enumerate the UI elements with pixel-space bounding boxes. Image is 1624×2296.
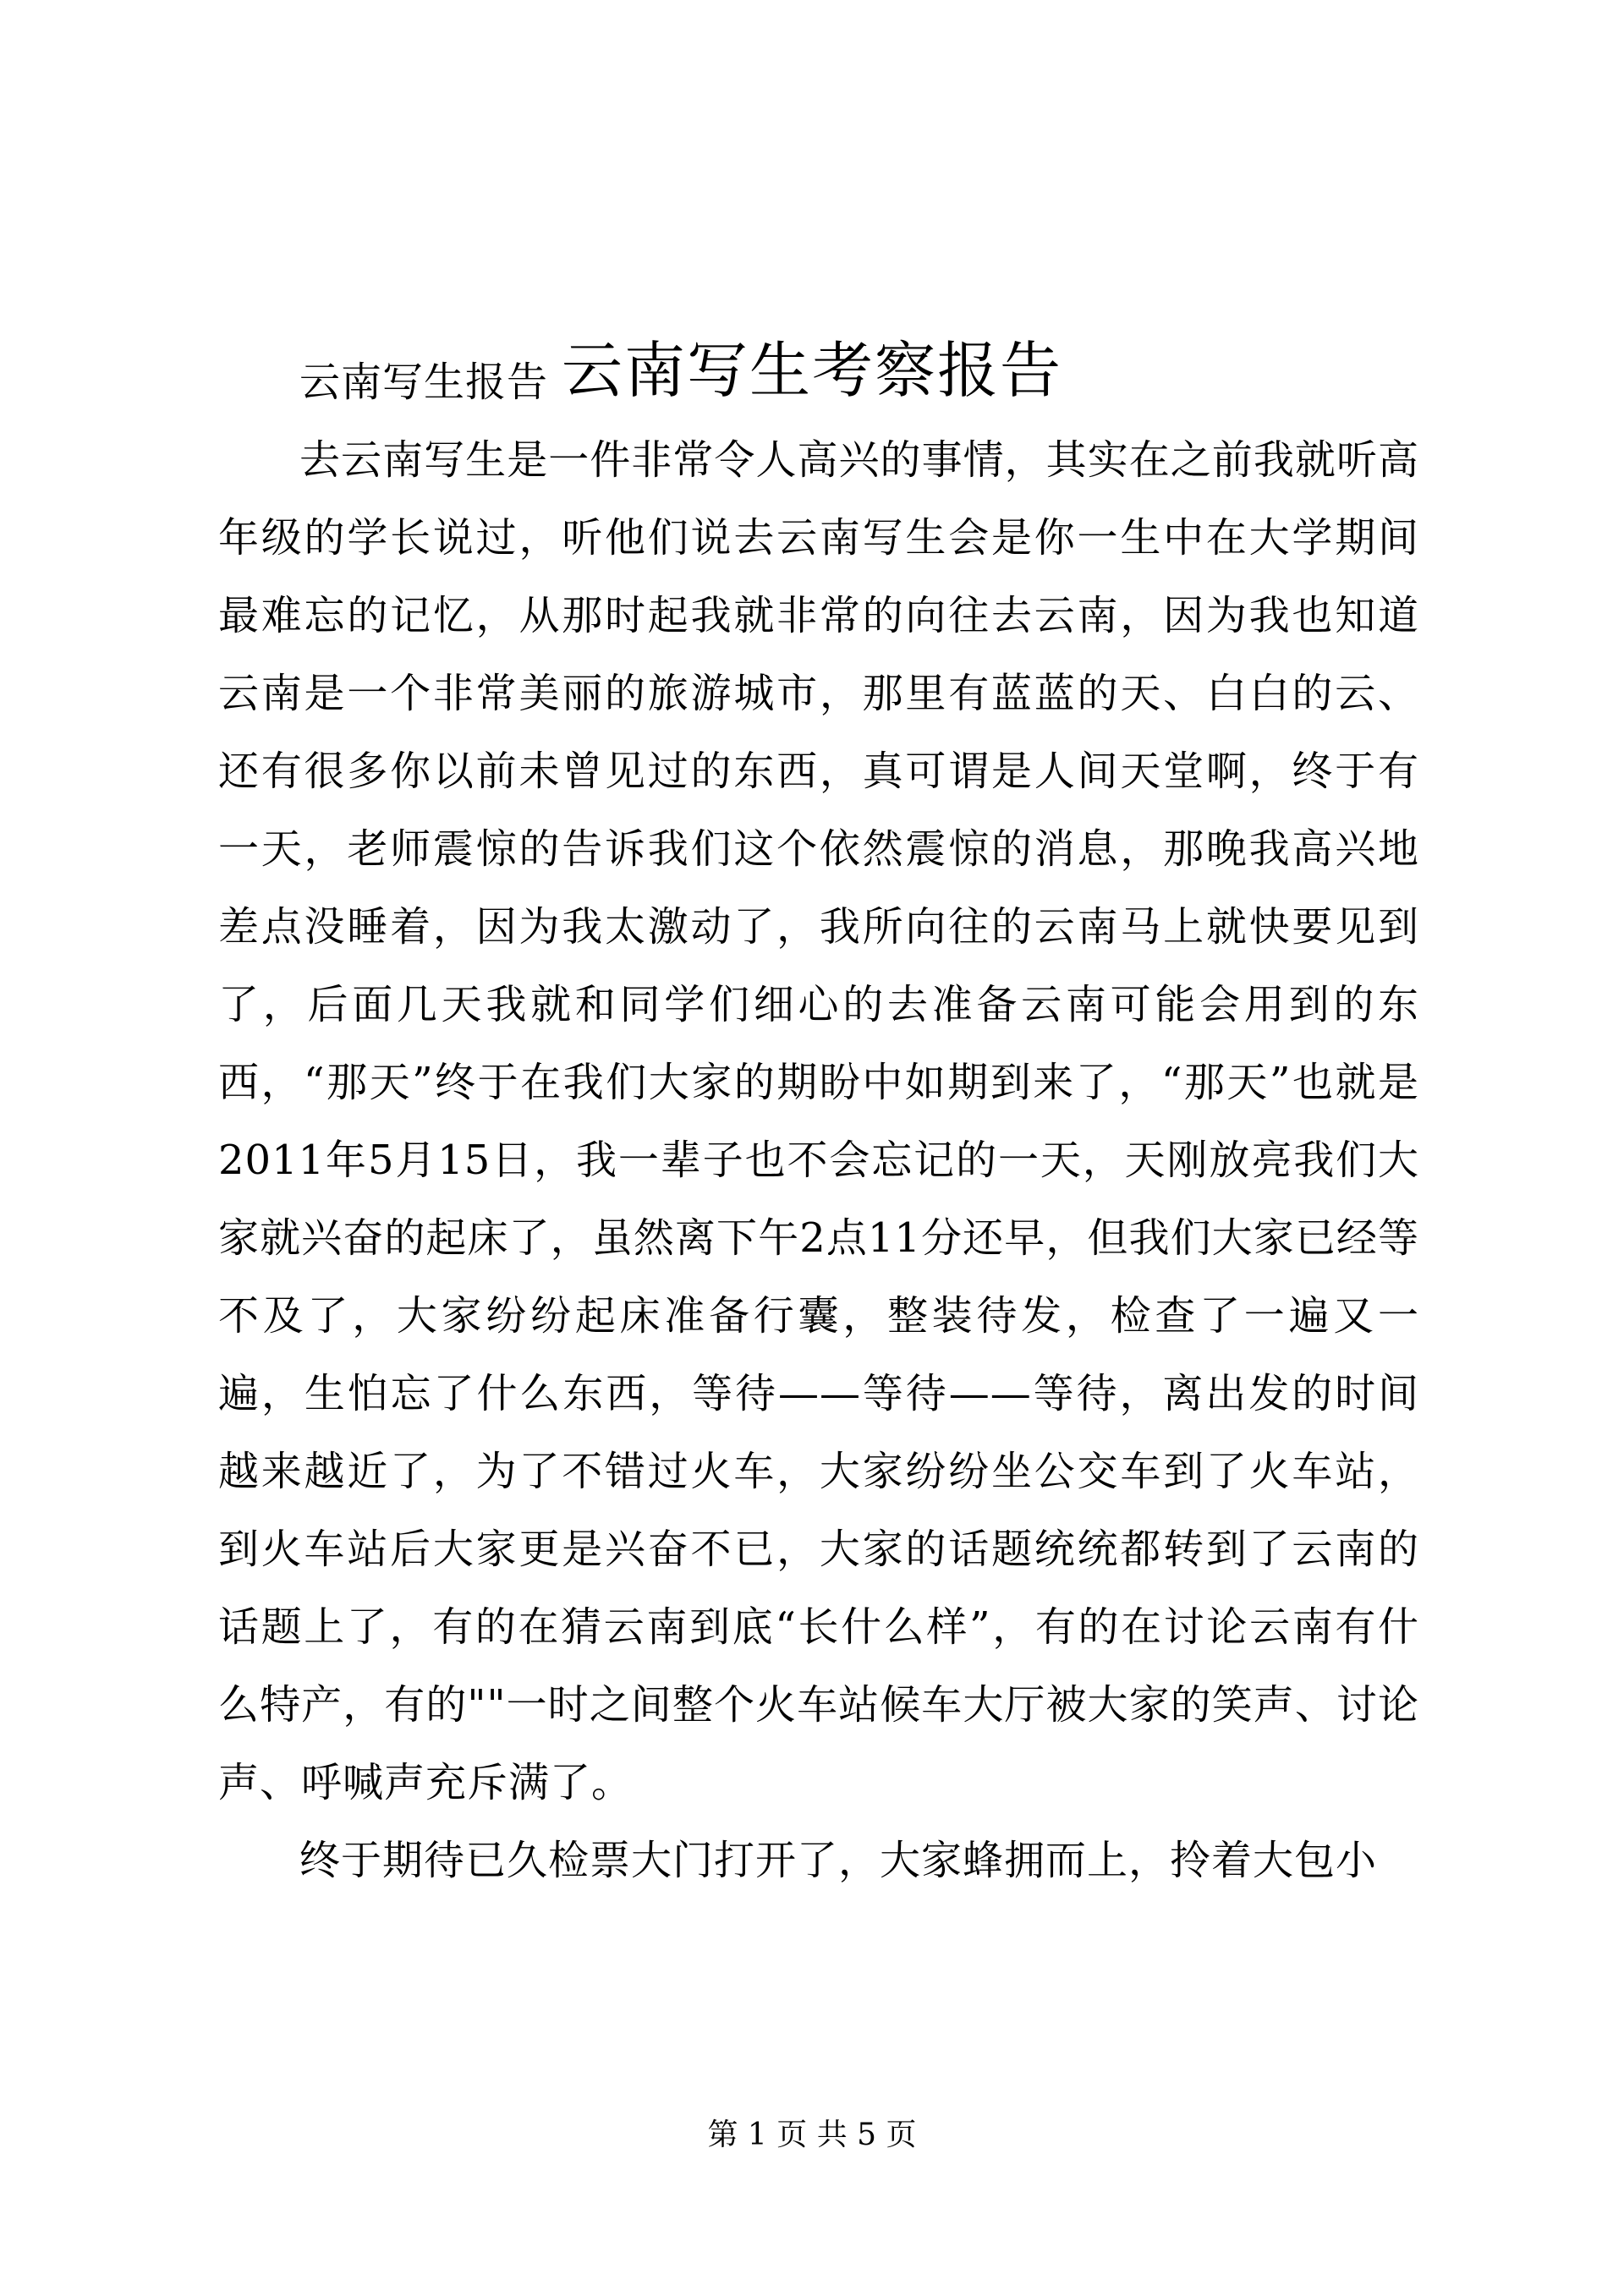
document-body bbox=[218, 343, 1419, 1899]
document-subtitle: 云南写生报告 bbox=[299, 359, 549, 406]
page-number-footer: 第 1 页 共 5 页 bbox=[707, 2118, 917, 2152]
document-title: 云南写生考察报告 bbox=[561, 335, 1062, 407]
paragraph: 终于期待已久检票大门打开了，大家蜂拥而上，拎着大包小 bbox=[299, 1837, 1378, 1884]
paragraph: 去云南写生是一件非常令人高兴的事情，其实在之前我就听高年级的学长说过，听他们说去云南写生会是你一生中在大学期间最难忘的记忆，从那时起我就非常的向往去云南，因为我也知道云南是一个非常美丽的旅游城市，那里有蓝蓝的天、白白的云、还有很多你以前未曾见过的东西，真可谓是人间天堂啊，终于有一天，老师震惊的告诉我们这个依然震惊的消息，那晚我高兴地差点没睡着，因为我太激动了，我所向往的云南马上就快要见到了，后面几天我就和同学们细心的去准备云南可能会用到的东西，“那天”终于在我们大家的期盼中如期到来了，“那天”也就是2011年5月15日，我一辈子也不会忘记的一天，天刚放亮我们大家就兴奋的起床了，虽然离下午2点11分还早，但我们大家已经等不及了，大家纷纷起床准备行囊，整装待发，检查了一遍又一遍，生怕忘了什么东西，等待——等待——等待，离出发的时间越来越近了，为了不错过火车，大家纷纷坐公交车到了火车站，到火车站后大家更是兴奋不已，大家的话题统统都转到了云南的话题上了，有的在猜云南到底“长什么样”，有的在讨论云南有什么特产，有的""一时之间整个火车站候车大厅被大家的笑声、讨论声、呼喊声充斥满了。 bbox=[218, 436, 1419, 1806]
